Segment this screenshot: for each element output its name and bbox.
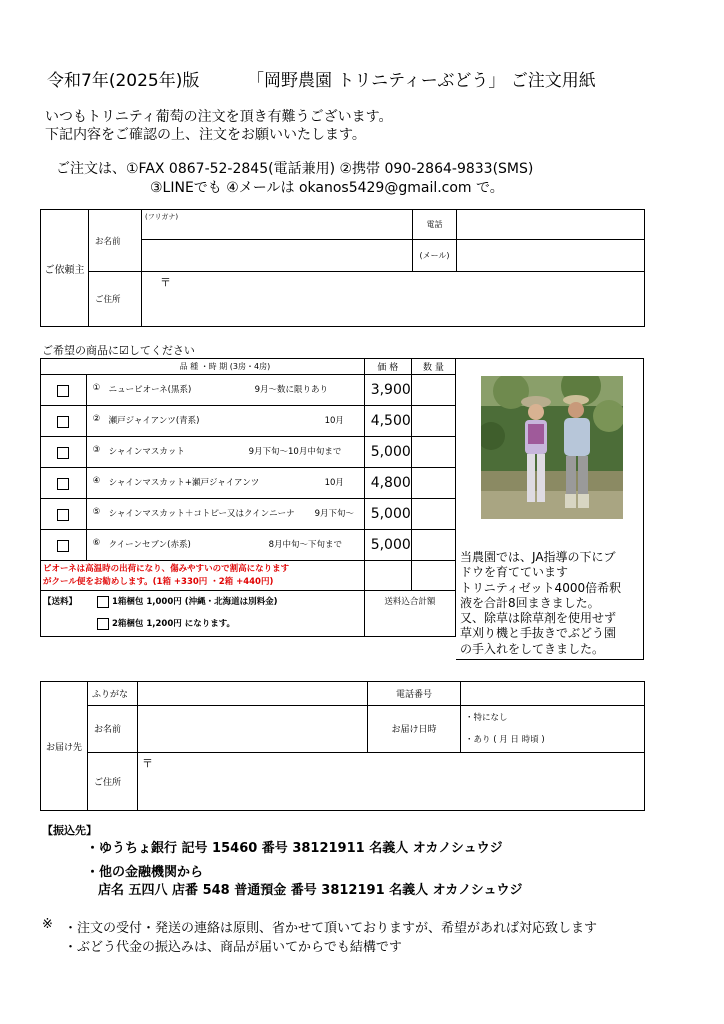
product-row xyxy=(41,499,456,530)
product-price: 4,800 xyxy=(364,468,411,499)
farm-note xyxy=(460,550,621,657)
delivery-date-opt-none[interactable]: ・特になし xyxy=(465,712,508,723)
product-name: シャインマスカット+瀬戸ジャイアンツ xyxy=(108,478,260,488)
products-head-qty: 数 量 xyxy=(411,359,455,375)
product-name: シャインマスカット＋コトピー又はクインニーナ xyxy=(108,509,295,519)
client-phone-field[interactable] xyxy=(457,210,645,240)
product-checkbox[interactable] xyxy=(57,540,69,552)
total-label: 送料込合計額 xyxy=(384,597,436,607)
payment-line-3: 店名 五四八 店番 548 普通預金 番号 3812191 名義人 オカノシュウジ xyxy=(98,883,523,898)
contact-line-1: ご注文は、①FAX 0867-52-2845(電話兼用) ②携帯 090-2864-9833(SMS) xyxy=(56,161,534,177)
delivery-name-label: お名前 xyxy=(88,706,138,752)
product-no: ① xyxy=(92,383,101,393)
product-qty-field[interactable] xyxy=(411,499,455,530)
product-checkbox[interactable] xyxy=(57,478,69,490)
client-furigana-label: (フリガナ) xyxy=(145,213,179,221)
product-checkbox[interactable] xyxy=(57,447,69,459)
farmers-photo xyxy=(481,376,623,519)
client-furigana-field[interactable] xyxy=(142,210,413,240)
delivery-table xyxy=(40,681,645,811)
farm-note-line: 又、除草は除草剤を使用せず xyxy=(460,611,617,626)
product-name: 瀬戸ジャイアンツ(青系) xyxy=(108,416,200,426)
warning-line-2: がクール便をお勧めします。(1箱 +330円 ・2箱 +440円) xyxy=(43,576,274,587)
delivery-phone-label: 電話番号 xyxy=(368,682,461,706)
product-qty-field[interactable] xyxy=(411,375,455,406)
product-row xyxy=(41,530,456,561)
product-qty-field[interactable] xyxy=(411,406,455,437)
ship-2box-desc: 2箱梱包 1,200円 になります。 xyxy=(111,619,236,629)
product-period: 8月中旬～下旬まで xyxy=(268,540,343,550)
product-row xyxy=(41,375,456,406)
product-qty-field[interactable] xyxy=(411,530,455,561)
delivery-date-opt-specify[interactable]: ・あり ( 月 日 時頃 ) xyxy=(465,734,545,745)
products-head-item: 品 種 ・時 期 (3房・4房) xyxy=(86,359,364,375)
greeting-line-2: 下記内容をご確認の上、注文をお願いいたします。 xyxy=(45,127,366,143)
client-postal-mark: 〒 xyxy=(160,276,171,289)
delivery-phone-field[interactable] xyxy=(461,682,645,706)
product-price: 5,000 xyxy=(364,499,411,530)
product-period: 10月 xyxy=(324,478,344,488)
greeting-line-1: いつもトリニティ葡萄の注文を頂き有難うございます。 xyxy=(45,109,393,125)
farm-note-line: 当農園では、JA指導の下にブ xyxy=(460,550,616,564)
product-price: 4,500 xyxy=(364,406,411,437)
product-no: ④ xyxy=(92,476,101,486)
client-phone-label: 電話 xyxy=(413,210,457,240)
client-name-label: お名前 xyxy=(89,210,142,272)
delivery-date-field[interactable] xyxy=(461,706,645,752)
farm-note-line: ドウを育てています xyxy=(460,565,569,580)
product-row xyxy=(41,406,456,437)
delivery-furigana-field[interactable] xyxy=(138,682,368,706)
product-qty-field[interactable] xyxy=(411,468,455,499)
product-name: クイーンセブン(赤系) xyxy=(108,540,191,550)
product-price: 5,000 xyxy=(364,530,411,561)
farm-note-line: 草刈り機と手抜きでぶどう園 xyxy=(460,626,617,641)
notes-line-2: ・ぶどう代金の振込みは、商品が届いてからでも結構です xyxy=(64,940,402,955)
delivery-address-label: ご住所 xyxy=(88,752,138,810)
payment-heading: 【振込先】 xyxy=(42,824,97,837)
product-name: ニューピオーネ(黒系) xyxy=(108,385,192,395)
client-section-label: ご依頼主 xyxy=(41,210,89,327)
product-no: ⑤ xyxy=(92,507,101,517)
contact-line-2: ③LINEでも ④メールは okanos5429@gmail.com で。 xyxy=(150,180,504,196)
cool-shipping-warning xyxy=(41,561,365,591)
product-qty-field[interactable] xyxy=(411,437,455,468)
delivery-postal-mark: 〒 xyxy=(142,756,153,770)
title-left: 令和7年(2025年)版 xyxy=(47,71,200,91)
client-address-label: ご住所 xyxy=(89,272,142,327)
product-period: 9月～数に限りあり xyxy=(254,385,329,395)
products-intro: ご希望の商品に☑してください xyxy=(42,344,195,357)
ship-1box-desc: 1箱梱包 1,000円 (沖縄・北海道は別料金) xyxy=(111,597,278,607)
product-checkbox[interactable] xyxy=(57,385,69,397)
product-name: シャインマスカット xyxy=(108,447,185,457)
delivery-furigana-label: ふりがな xyxy=(88,682,138,706)
products-table xyxy=(40,358,456,637)
product-row xyxy=(41,437,456,468)
client-name-field[interactable] xyxy=(142,240,413,272)
product-no: ② xyxy=(92,414,101,424)
payment-line-2: ・他の金融機関から xyxy=(86,865,204,880)
shipping-label: 【送料】 xyxy=(43,597,78,607)
delivery-section-label: お届け先 xyxy=(41,682,88,811)
product-checkbox[interactable] xyxy=(57,416,69,428)
product-row xyxy=(41,468,456,499)
warning-line-1: ピオーネは高温時の出荷になり、傷みやすいので割高になります xyxy=(43,563,290,574)
farmers-photo-image xyxy=(481,376,623,519)
delivery-name-field[interactable] xyxy=(138,706,368,752)
farm-note-line: の手入れをしてきました。 xyxy=(460,641,605,656)
shipping-cell xyxy=(41,591,365,637)
total-cell[interactable] xyxy=(364,591,455,637)
client-mail-field[interactable] xyxy=(457,240,645,272)
product-checkbox[interactable] xyxy=(57,509,69,521)
farm-note-line: 液を合計8回まきました。 xyxy=(460,595,600,610)
product-no: ⑥ xyxy=(92,538,101,548)
payment-line-1: ・ゆうちょ銀行 記号 15460 番号 38121911 名義人 オカノシュウジ xyxy=(86,841,503,856)
product-no: ③ xyxy=(92,445,101,455)
product-period: 10月 xyxy=(324,416,344,426)
ship-1box-checkbox[interactable] xyxy=(97,596,109,608)
products-head-price: 価 格 xyxy=(364,359,411,375)
delivery-date-label: お届け日時 xyxy=(368,706,461,752)
client-mail-label: (メール) xyxy=(413,240,457,272)
farm-note-line: トリニティゼット4000倍希釈 xyxy=(460,580,622,595)
product-price: 3,900 xyxy=(364,375,411,406)
client-address-field[interactable] xyxy=(142,272,645,327)
delivery-address-field[interactable] xyxy=(138,752,645,810)
product-price: 5,000 xyxy=(364,437,411,468)
client-table xyxy=(40,209,645,327)
title-right: 「岡野農園 トリニティーぶどう」 ご注文用紙 xyxy=(247,71,596,91)
notes-line-1: ・注文の受付・発送の連絡は原則、省かせて頂いておりますが、希望があれば対応致します xyxy=(64,921,598,936)
notes-mark: ※ xyxy=(42,917,53,932)
product-period: 9月下旬～10月中旬まで xyxy=(248,447,342,457)
product-period: 9月下旬～ xyxy=(314,509,355,519)
ship-2box-checkbox[interactable] xyxy=(97,618,109,630)
